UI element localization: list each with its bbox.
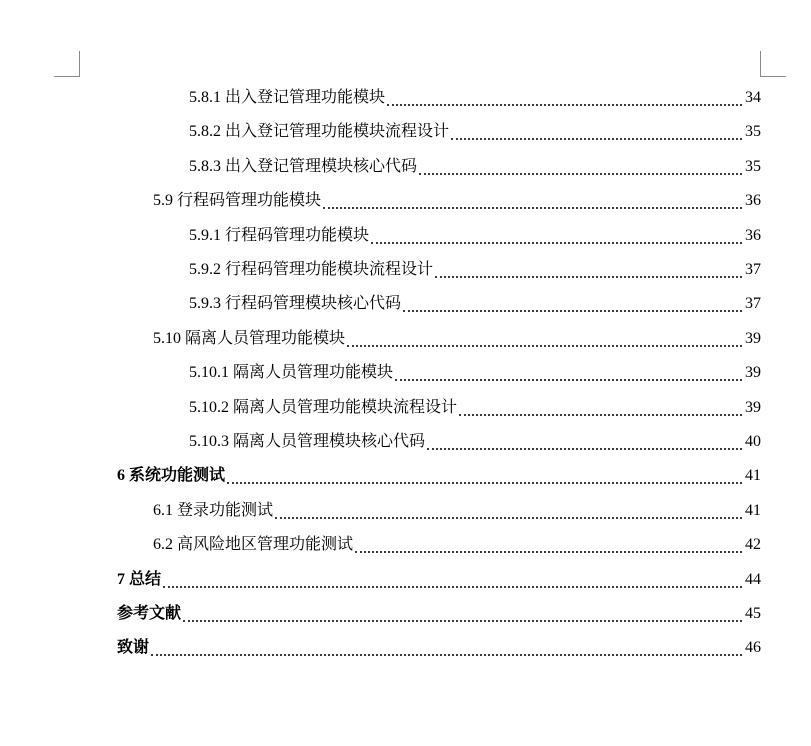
toc-dot-leader: [427, 425, 742, 459]
toc-dot-leader: [151, 631, 742, 665]
toc-dot-leader: [419, 150, 742, 184]
toc-entry[interactable]: [117, 631, 761, 665]
toc-entry[interactable]: [189, 253, 761, 287]
toc-dot-leader: [347, 322, 742, 356]
toc-entry-page: 41: [745, 467, 761, 485]
toc-entry[interactable]: [189, 81, 761, 115]
toc-dot-leader: [275, 494, 742, 528]
toc-entry-page: 37: [745, 261, 761, 278]
toc-entry[interactable]: [117, 459, 761, 493]
toc-dot-leader: [371, 219, 742, 253]
toc-entry-page: 41: [745, 501, 761, 519]
toc-entry[interactable]: [153, 494, 761, 528]
toc-entry[interactable]: [189, 391, 761, 425]
toc-entry-title: 致谢: [117, 639, 150, 657]
toc-entry-title: 6 系统功能测试: [117, 467, 226, 485]
crop-mark-top-left: [54, 51, 80, 77]
toc-entry-title: 5.8.1 出入登记管理功能模块: [189, 89, 386, 106]
toc-entry-page: 46: [745, 639, 761, 657]
toc-entry-page: 37: [745, 295, 761, 313]
toc-entry-page: 35: [745, 157, 761, 175]
toc-entry-title: 5.10.2 隔离人员管理功能模块流程设计: [189, 398, 458, 416]
toc-entry[interactable]: [189, 425, 761, 459]
toc-entry-page: 36: [745, 226, 761, 244]
toc-entry[interactable]: [189, 219, 761, 253]
toc-entry-page: 36: [745, 192, 761, 210]
toc-entry-page: 39: [745, 364, 761, 382]
toc-entry[interactable]: [189, 287, 761, 321]
toc-entry-title: 5.9.3 行程码管理模块核心代码: [189, 295, 402, 313]
toc-entry-title: 参考文献: [117, 605, 182, 622]
toc-dot-leader: [323, 184, 742, 218]
toc-entry[interactable]: [153, 184, 761, 218]
toc-entry-title: 5.9.2 行程码管理功能模块流程设计: [189, 261, 434, 278]
toc-entry-page: 34: [745, 89, 761, 106]
toc-entry-title: 5.8.3 出入登记管理模块核心代码: [189, 157, 418, 175]
toc-entry[interactable]: [117, 563, 761, 597]
toc-entry-page: 39: [745, 398, 761, 416]
toc-dot-leader: [395, 356, 742, 390]
toc-dot-leader: [183, 597, 742, 631]
toc-entry-title: 6.1 登录功能测试: [153, 501, 274, 519]
toc-entry-page: 40: [745, 433, 761, 450]
toc-dot-leader: [459, 391, 742, 425]
toc-entry[interactable]: [117, 597, 761, 631]
toc-entry-page: 42: [745, 536, 761, 554]
toc-entry-title: 5.9 行程码管理功能模块: [153, 192, 322, 210]
toc-dot-leader: [387, 81, 742, 115]
crop-mark-top-right: [760, 51, 786, 77]
toc-entry-title: 5.10 隔离人员管理功能模块: [153, 329, 346, 347]
toc-dot-leader: [163, 563, 742, 597]
toc-entry-title: 5.9.1 行程码管理功能模块: [189, 226, 370, 244]
toc-entry-page: 35: [745, 123, 761, 141]
toc-dot-leader: [227, 459, 742, 493]
toc-entry[interactable]: [189, 356, 761, 390]
toc-entry-page: 45: [745, 605, 761, 622]
toc-entry[interactable]: [189, 150, 761, 184]
toc-entry-title: 5.10.1 隔离人员管理功能模块: [189, 364, 394, 382]
toc-dot-leader: [403, 287, 742, 321]
toc-entry[interactable]: [189, 115, 761, 149]
toc-entry-title: 6.2 高风险地区管理功能测试: [153, 536, 354, 554]
toc-entry[interactable]: [153, 322, 761, 356]
toc-dot-leader: [355, 528, 742, 562]
toc-entry-title: 5.8.2 出入登记管理功能模块流程设计: [189, 123, 450, 141]
toc-dot-leader: [451, 115, 742, 149]
toc-entry[interactable]: [153, 528, 761, 562]
toc-entry-page: 44: [745, 570, 761, 588]
toc-entry-page: 39: [745, 329, 761, 347]
toc-entry-title: 7 总结: [117, 570, 162, 588]
toc-entry-title: 5.10.3 隔离人员管理模块核心代码: [189, 433, 426, 450]
toc-dot-leader: [435, 253, 742, 287]
